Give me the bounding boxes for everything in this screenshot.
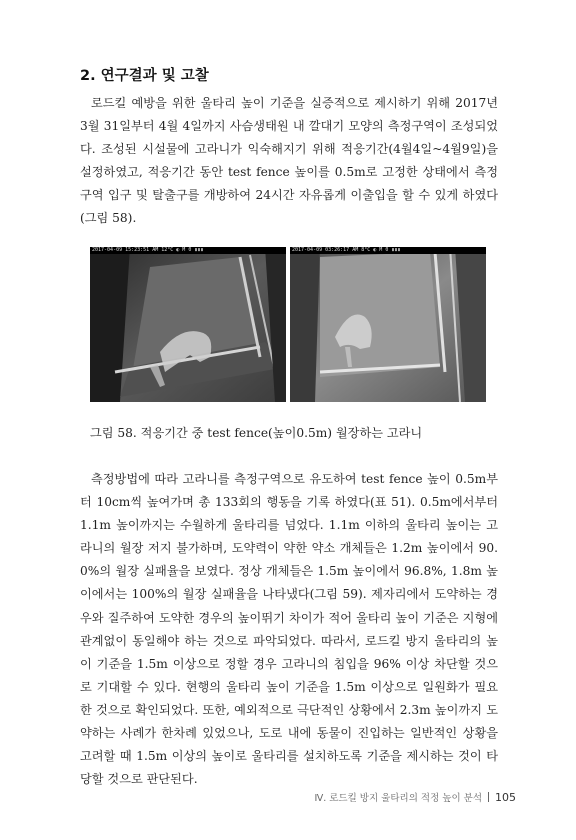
section-heading: 2. 연구결과 및 고찰: [80, 68, 209, 84]
paragraph-2: 측정방법에 따라 고라니를 측정구역으로 유도하여 test fence 높이 0.5m부터 10cm씩 높여가며 총 133회의 행동을 기록 하였다(표 51). 0.5m에서부터 1.1m 높이까지는 수월하게 울타리를 넘었다. 1.1m 이하의 울타리 높이는 고라니의 월장 저지 불가하며, 도약력이 약한 약소 개체들은 1.2m 높이에서 90.0%의 월장 실패율을 보였다. 정상 개체들은 1.5m 높이에서 96.8%, 1.8m 높이에서는 100%의 월장 실패율을 나타냈다(그림 59). 제자리에서 도약하는 경우와 질주하여 도약한 경우의 높이뛰기 차이가 적어 울타리 높이 기준은 지형에 관계없이 동일해야 하는 것으로 파악되었다. 따라서, 로드킬 방지 울타리의 높이 기준을 1.5m 이상으로 정할 경우 고라니의 침입을 96% 이상 차단할 것으로 기대할 수 있다. 현행의 울타리 높이 기준을 1.5m 이상으로 일원화가 필요한 것으로 확인되었다. 또한, 예외적으로 극단적인 상황에서 2.3m 높이까지 도약하는 사례가 한차례 있었으나, 도로 내에 동물이 진입하는 일반적인 상황을 고려할 때 1.5m 이상의 높이로 울타리를 설치하도록 기준을 제시하는 것이 타당할 것으로 판단된다.: [80, 472, 498, 787]
photo-right-image: [290, 247, 486, 402]
paragraph-1: 로드킬 예방을 위한 울타리 높이 기준을 실증적으로 제시하기 위해 2017년 3월 31일부터 4월 4일까지 사슴생태원 내 깔대기 모양의 측정구역이 조성되었다. 조성된 시설물에 고라니가 익숙해지기 위해 적응기간(4월4일~4월9일)을 설정하였고, 적응기간 동안 test fence 높이를 0.5m로 고정한 상태에서 측정구역 입구 및 탈출구를 개방하여 24시간 자유롭게 이출입을 할 수 있게 하였다(그림 58).: [80, 96, 498, 226]
page-number: 105: [495, 790, 516, 804]
photo-left-image: [90, 247, 286, 402]
footer-divider: [488, 792, 489, 802]
footer-chapter: Ⅳ. 로드킬 방지 울타리의 적정 높이 분석: [314, 793, 482, 804]
page-footer: [314, 790, 516, 804]
photo-right: [290, 247, 486, 402]
figure-caption: 그림 58. 적응기간 중 test fence(높이0.5m) 월장하는 고라니: [90, 426, 423, 440]
photo-right-timestamp: 2017-04-09 03:26:17 AM 8°C ◐ M 0 ▮▮▮: [290, 247, 486, 254]
photo-left: [90, 247, 286, 402]
figure-58: [90, 247, 486, 402]
photo-left-timestamp: 2017-04-09 15:23:51 AM 12°C ◐ M 0 ▮▮▮: [90, 247, 286, 254]
